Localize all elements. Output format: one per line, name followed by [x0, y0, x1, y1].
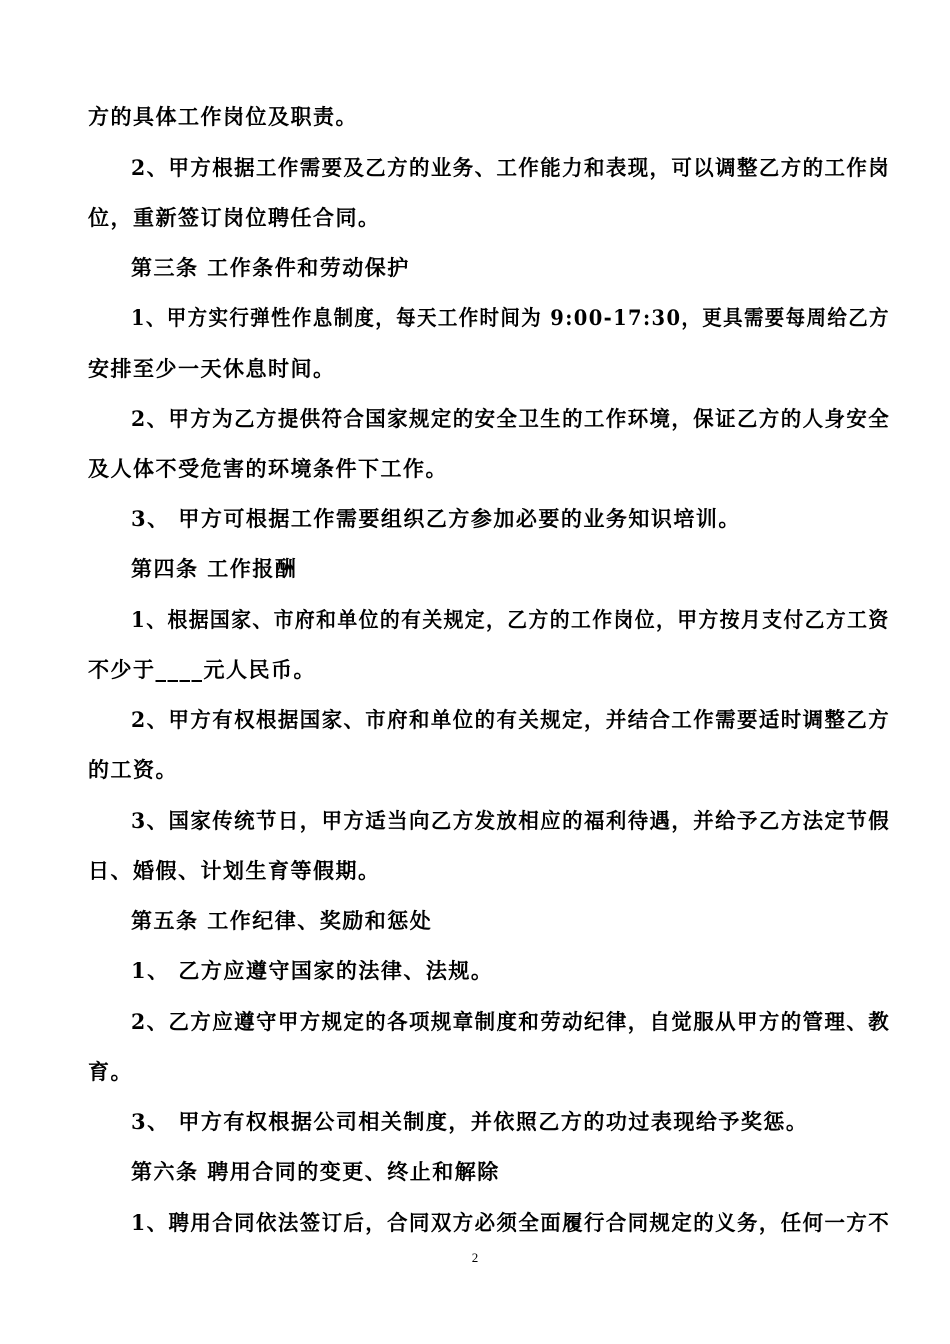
- paragraph-line: 2、甲方根据工作需要及乙方的业务、工作能力和表现，可以调整乙方的工作岗: [131, 155, 891, 180]
- paragraph-line: 方的具体工作岗位及职责。: [88, 104, 358, 129]
- paragraph-line: 及人体不受危害的环境条件下工作。: [88, 456, 448, 481]
- paragraph-line: 3、国家传统节日，甲方适当向乙方发放相应的福利待遇，并给予乙方法定节假: [131, 808, 891, 833]
- paragraph-line: 1、聘用合同依法签订后，合同双方必须全面履行合同规定的义务，任何一方不: [131, 1210, 891, 1235]
- paragraph-line: 1、根据国家、市府和单位的有关规定，乙方的工作岗位，甲方按月支付乙方工资: [131, 607, 890, 632]
- paragraph-line: 不少于____元人民币。: [88, 657, 316, 682]
- section-heading: 第六条 聘用合同的变更、终止和解除: [131, 1159, 500, 1184]
- paragraph-line: 1、甲方实行弹性作息制度，每天工作时间为 9:00-17:30，更具需要每周给乙方: [131, 305, 890, 330]
- paragraph-line: 2、甲方有权根据国家、市府和单位的有关规定，并结合工作需要适时调整乙方: [131, 707, 891, 732]
- paragraph-line: 位，重新签订岗位聘任合同。: [88, 205, 381, 230]
- section-heading: 第三条 工作条件和劳动保护: [131, 255, 410, 280]
- paragraph-line: 安排至少一天休息时间。: [88, 356, 336, 381]
- paragraph-line: 2、甲方为乙方提供符合国家规定的安全卫生的工作环境，保证乙方的人身安全: [131, 406, 891, 431]
- section-heading: 第四条 工作报酬: [131, 556, 298, 581]
- paragraph-line: 日、婚假、计划生育等假期。: [88, 858, 381, 883]
- paragraph-line: 2、乙方应遵守甲方规定的各项规章制度和劳动纪律，自觉服从甲方的管理、教: [131, 1009, 891, 1034]
- paragraph-line: 育。: [88, 1059, 133, 1084]
- paragraph-line: 1、 乙方应遵守国家的法律、法规。: [131, 958, 494, 983]
- paragraph-line: 3、 甲方可根据工作需要组织乙方参加必要的业务知识培训。: [131, 506, 741, 531]
- page-number: 2: [471, 1250, 479, 1265]
- paragraph-line: 3、 甲方有权根据公司相关制度，并依照乙方的功过表现给予奖惩。: [131, 1109, 809, 1134]
- section-heading: 第五条 工作纪律、奖励和惩处: [131, 908, 433, 933]
- paragraph-line: 的工资。: [88, 757, 178, 782]
